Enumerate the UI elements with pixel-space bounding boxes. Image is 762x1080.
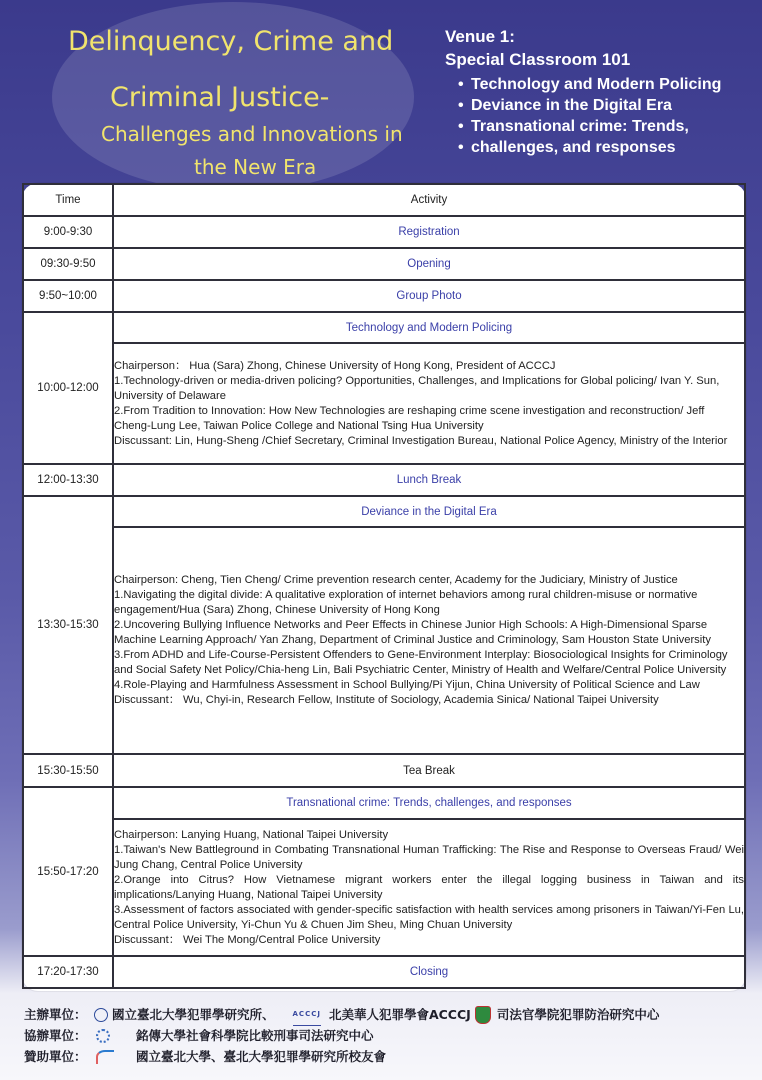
- mcu-logo-icon: [96, 1029, 110, 1043]
- table-row: [23, 787, 745, 819]
- table-row: [23, 280, 745, 312]
- chairperson-line: Chairperson： Hua (Sara) Zhong, Chinese University of Hong Kong, President of ACCCJ: [114, 359, 556, 372]
- discussant-line: Discussant： Wu, Chyi-in, Research Fellow, Institute of Sociology, Academia Sinica/ National Taipei University: [114, 694, 659, 706]
- venue-topic: • Transnational crime: Trends,: [471, 116, 721, 137]
- conference-title-line2: Criminal Justice-: [110, 82, 330, 113]
- activity-cell: Registration: [113, 216, 745, 248]
- chairperson-line: Chairperson: Lanying Huang, National Taipei University: [114, 828, 389, 841]
- sponsor-row: [24, 1046, 659, 1067]
- academy-judiciary-logo-icon: [475, 1006, 491, 1024]
- table-row: [23, 819, 745, 956]
- table-row: [23, 496, 745, 527]
- organizer-label: 主辦單位：: [24, 1007, 87, 1022]
- paper-line: 3.Assessment of factors associated with gender-specific satisfaction with health services among prisoners in Taiwan/Yi-Fen Lu, Central Police University, Yi-Chun Yu & Chuen Jim Sheu, Ming Chuan University: [114, 903, 744, 931]
- table-row: [23, 956, 745, 988]
- acccj-logo-icon: ACCCJ: [293, 1004, 321, 1026]
- venue-info: [445, 26, 721, 158]
- time-cell: 09:30-9:50: [23, 248, 113, 280]
- activity-cell: Closing: [113, 956, 745, 988]
- paper-line: 1.Taiwan's New Battleground in Combating Transnational Human Trafficking: The Rise and Response to Overseas Fraud/ Wei Jung Chang, Central Police University: [114, 843, 744, 871]
- table-row: [23, 312, 745, 343]
- conference-subtitle-line1: Challenges and Innovations in: [101, 122, 403, 146]
- time-cell: 9:50~10:00: [23, 280, 113, 312]
- session-details: [113, 343, 745, 464]
- time-cell: 9:00-9:30: [23, 216, 113, 248]
- schedule-table: [22, 183, 746, 989]
- table-row: [23, 248, 745, 280]
- sponsor-section: [24, 1004, 659, 1067]
- table-row: [23, 527, 745, 754]
- activity-cell: Lunch Break: [113, 464, 745, 496]
- column-header-time: Time: [23, 184, 113, 216]
- chairperson-line: Chairperson: Cheng, Tien Cheng/ Crime prevention research center, Academy for the Judiciary, Ministry of Justice: [114, 574, 678, 586]
- organizer-ntpu: 國立臺北大學犯罪學研究所、: [112, 1007, 275, 1022]
- activity-cell: Opening: [113, 248, 745, 280]
- paper-line: 3.From ADHD and Life-Course-Persistent Offenders to Gene-Environment Interplay: Biosociological Insights for Criminology and Social Safety Net Policy/Chia-heng Lin, Bali Psychiatric Center, Ministry of Health and Welfare/Central Police University: [114, 649, 728, 676]
- co-organizer-label: 協辦單位：: [24, 1028, 87, 1043]
- time-cell: 15:30-15:50: [23, 754, 113, 787]
- session-title: Technology and Modern Policing: [113, 312, 745, 343]
- sponsor-ntpu-alumni: 國立臺北大學、臺北大學犯罪學研究所校友會: [136, 1049, 387, 1064]
- activity-cell: Tea Break: [113, 754, 745, 787]
- discussant-line: Discussant： Wei The Mong/Central Police University: [114, 933, 381, 946]
- discussant-line: Discussant: Lin, Hung-Sheng /Chief Secretary, Criminal Investigation Bureau, National Police Agency, Ministry of the Interior: [114, 434, 728, 447]
- co-organizer-mcu: 銘傳大學社會科學院比較刑事司法研究中心: [136, 1028, 374, 1043]
- time-cell: 10:00-12:00: [23, 312, 113, 464]
- paper-line: 1.Technology-driven or media-driven policing? Opportunities, Challenges, and Implications for Global policing/ Ivan Y. Sun, University of Delaware: [114, 374, 720, 402]
- co-organizer-row: [24, 1025, 659, 1046]
- table-header-row: [23, 184, 745, 216]
- session-title: Deviance in the Digital Era: [113, 496, 745, 527]
- paper-line: 2.Orange into Citrus? How Vietnamese migrant workers enter the illegal logging business in Taiwan and its implications/Lanying Huang, National Taipei University: [114, 873, 744, 901]
- venue-room: Special Classroom 101: [445, 50, 631, 69]
- session-title: Transnational crime: Trends, challenges, and responses: [113, 787, 745, 819]
- conference-title-line1: Delinquency, Crime and: [68, 26, 394, 57]
- column-header-activity: Activity: [113, 184, 745, 216]
- table-row: [23, 754, 745, 787]
- venue-number: Venue 1:: [445, 27, 515, 46]
- table-row: [23, 464, 745, 496]
- venue-topic: • Deviance in the Digital Era: [471, 95, 721, 116]
- sponsor-label: 贊助單位：: [24, 1049, 87, 1064]
- organizer-academy: 司法官學院犯罪防治研究中心: [496, 1007, 660, 1022]
- time-cell: 17:20-17:30: [23, 956, 113, 988]
- organizer-row: [24, 1004, 659, 1025]
- table-row: [23, 343, 745, 464]
- table-row: [23, 216, 745, 248]
- venue-topic: • Technology and Modern Policing: [471, 74, 721, 95]
- paper-line: 2.From Tradition to Innovation: How New Technologies are reshaping crime scene investigation and reconstruction/ Jeff Cheng-Lung Lee, Taiwan Police College and National Tsing Hua University: [114, 404, 705, 432]
- session-details: [113, 819, 745, 956]
- time-cell: 12:00-13:30: [23, 464, 113, 496]
- conference-subtitle-line2: the New Era: [194, 155, 317, 179]
- time-cell: 13:30-15:30: [23, 496, 113, 754]
- ntpu-logo-icon: [94, 1008, 108, 1022]
- session-details: [113, 527, 745, 754]
- alumni-logo-icon: [96, 1050, 114, 1064]
- paper-line: 1.Navigating the digital divide: A qualitative exploration of internet behaviors among rural children-misuse or normative engagement/Hua (Sara) Zhong, Chinese University of Hong Kong: [114, 589, 698, 616]
- venue-topic-list: [445, 74, 721, 158]
- organizer-acccj: 北美華人犯罪學會ACCCJ: [328, 1007, 471, 1022]
- venue-topic-continued: • challenges, and responses: [471, 137, 721, 158]
- paper-line: 4.Role-Playing and Harmfulness Assessment in School Bullying/Pi Yijun, China University of Political Science and Law: [114, 679, 700, 691]
- time-cell: 15:50-17:20: [23, 787, 113, 956]
- paper-line: 2.Uncovering Bullying Influence Networks and Peer Effects in Chinese Junior High Schools: A High-Dimensional Sparse Machine Learning Approach/ Yan Zhang, Department of Criminal Justice and Criminology, Sam Houston State University: [114, 619, 711, 646]
- activity-cell: Group Photo: [113, 280, 745, 312]
